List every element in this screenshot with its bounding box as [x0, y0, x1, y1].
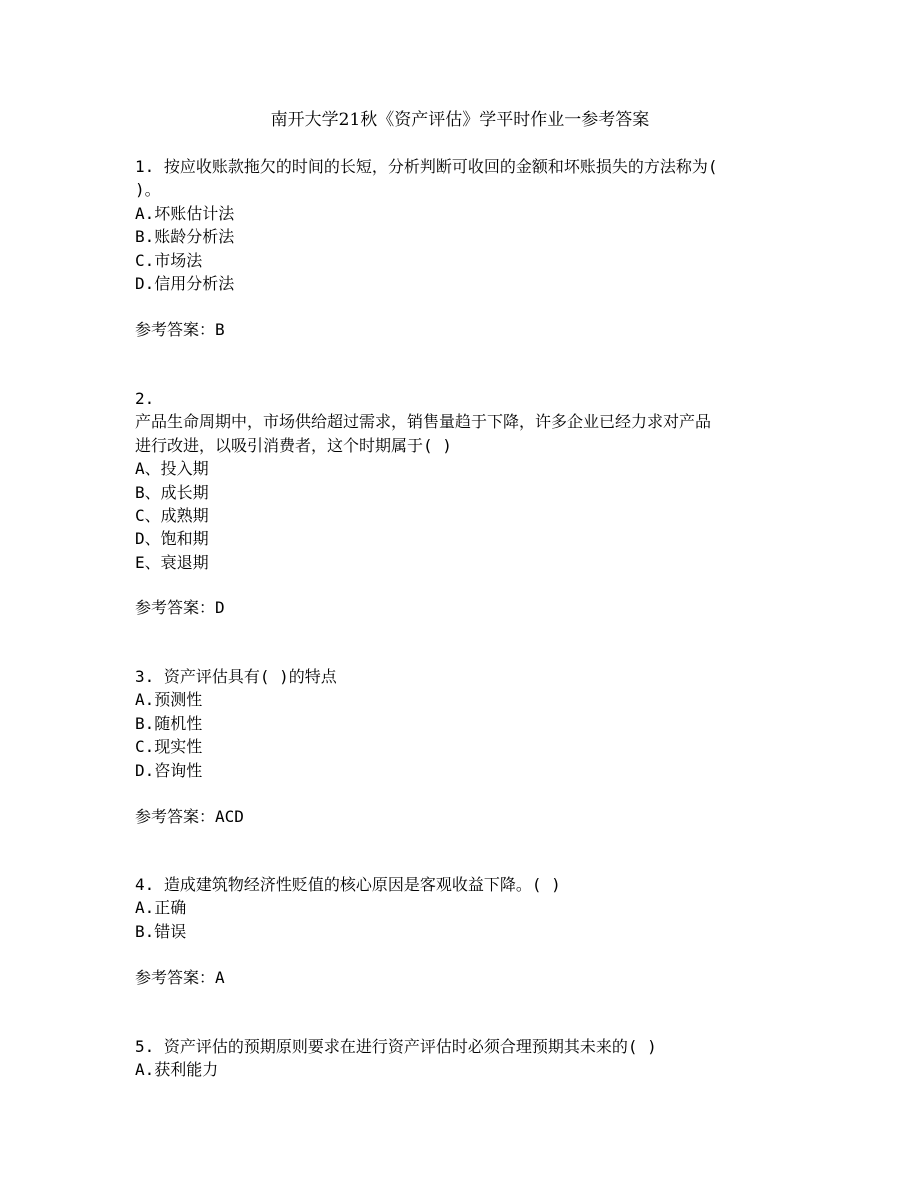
question-2-option-a: A、投入期 [135, 459, 209, 479]
question-3-option-c: C.现实性 [135, 737, 203, 757]
question-4-answer: 参考答案：A [135, 968, 225, 987]
question-3-option-a: A.预测性 [135, 690, 203, 710]
question-4-option-b: B.错误 [135, 921, 187, 941]
question-2-option-b: B、成长期 [135, 482, 209, 502]
question-4 [135, 873, 795, 943]
question-5 [135, 1035, 795, 1082]
question-1-option-c: C.市场法 [135, 250, 203, 270]
page-title: 南开大学21秋《资产评估》学平时作业一参考答案 [270, 110, 650, 130]
question-1 [135, 155, 795, 295]
question-2-stem-line-2: 产品生命周期中，市场供给超过需求，销售量趋于下降，许多企业已经力求对产品 [135, 412, 712, 432]
question-1-option-d: D.信用分析法 [135, 273, 235, 293]
question-1-option-a: A.坏账估计法 [135, 203, 235, 223]
question-2-stem-line-1: 2. [135, 389, 155, 408]
question-2-stem-line-3: 进行改进，以吸引消费者，这个时期属于( ) [135, 435, 452, 455]
question-1-stem-line-2: )。 [135, 180, 161, 200]
question-2-option-c: C、成熟期 [135, 505, 209, 525]
question-2-option-e: E、衰退期 [135, 552, 209, 572]
question-1-option-b: B.账龄分析法 [135, 227, 235, 247]
question-3-stem-line-1: 3. 资产评估具有( )的特点 [135, 667, 337, 686]
question-3 [135, 665, 795, 782]
question-5-stem-line-1: 5. 资产评估的预期原则要求在进行资产评估时必须合理预期其未来的( ) [135, 1037, 657, 1056]
question-4-option-a: A.正确 [135, 898, 187, 918]
question-5-option-a: A.获利能力 [135, 1060, 219, 1080]
question-3-option-b: B.随机性 [135, 713, 203, 733]
question-2 [135, 387, 795, 574]
question-1-stem-line-1: 1. 按应收账款拖欠的时间的长短，分析判断可收回的金额和坏账损失的方法称为( [135, 157, 718, 176]
question-1-answer: 参考答案：B [135, 320, 225, 339]
question-3-answer: 参考答案：ACD [135, 807, 244, 826]
question-2-option-d: D、饱和期 [135, 529, 209, 549]
question-3-option-d: D.咨询性 [135, 760, 203, 780]
question-4-stem-line-1: 4. 造成建筑物经济性贬值的核心原因是客观收益下降。( ) [135, 875, 561, 894]
question-2-answer: 参考答案：D [135, 598, 225, 617]
